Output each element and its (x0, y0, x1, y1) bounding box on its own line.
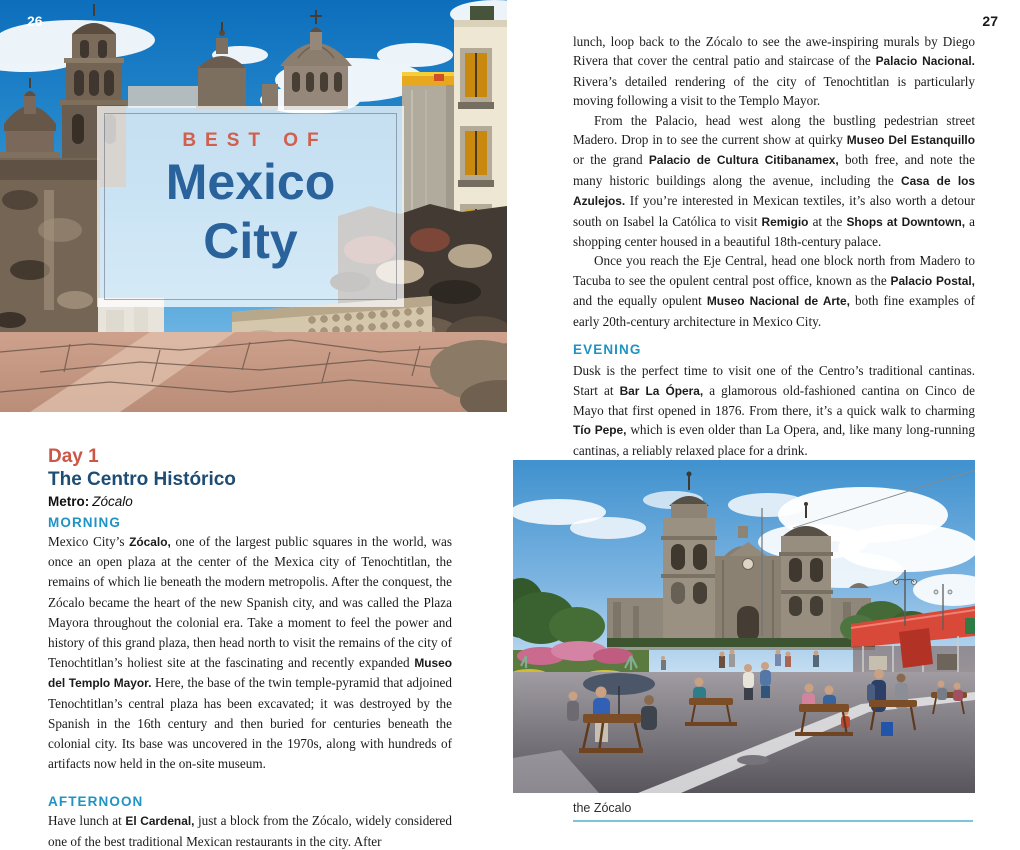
paragraph-eje-central: Once you reach the Eje Central, head one block north from Madero to Tacuba to see the opulent central post office, known as the Palacio Postal, and the equally opulent Museo Nacional de Arte, both fine examples of early 20th-century architecture in Mexico City. (573, 253, 976, 329)
page-number-left: 26 (27, 13, 43, 29)
metro-value: Zócalo (92, 494, 133, 509)
hero-title-line1: Mexico (165, 154, 336, 210)
section-title: The Centro Histórico (48, 469, 236, 490)
zocalo-photo-figure (513, 460, 975, 822)
paragraph-madero: From the Palacio, head west along the bustling pedestrian street Madero. Drop in to see the current show at quirky Museo Del Estanquillo or the grand Palacio de Cultura Citibanamex, both free, and note the many historic buildings along the avenue, including the Casa de los Azulejos. If you’re interested in Mexican textiles, it’s also worth a detour south on Isabel la Católica to visit Remigio at the Shops at Downtown, a shopping center housed in a beautiful 18th-century palace. (573, 112, 975, 250)
photo-caption: the Zócalo (573, 801, 632, 815)
hero-kicker: BEST OF (182, 130, 328, 151)
hero-title-line2: City (203, 213, 298, 269)
evening-heading: EVENING (573, 342, 642, 358)
right-text-column (573, 32, 975, 460)
day-label: Day 1 (48, 446, 99, 467)
metro-line (48, 492, 452, 511)
morning-paragraph: Mexico City’s Zócalo, one of the largest public squares in the world, was once an open plaza at the center of the Mexica city of Tenochtitlan, the remains of which lie beneath the modern metropolis. After the conquest, the Zócalo became the heart of the new Spanish city, and was called the Plaza Mayora throughout the colonial era. Take a moment to feel the power and history of this grand plaza, then head north to visit the remains of the city of Tenochtitlan’s holiest site at the fascinating and recently expanded Museo del Templo Mayor. Here, the base of the twin temple-pyramid that adjoined Tenochtitlan’s central plaza has been excavated; it was destroyed by the Spanish in the 16th century and then buried for centuries beneath the colonial city. Its base was uncovered in the 1970s, along with hundreds of artifacts now held in the on-site museum. (48, 534, 452, 772)
afternoon-paragraph: Have lunch at El Cardenal, just a block from the Zócalo, widely considered one of the best traditional Mexican restaurants in the city. After (48, 813, 452, 849)
hero-photo-templo-mayor (0, 0, 507, 412)
evening-paragraph: Dusk is the perfect time to visit one of the Centro’s traditional cantinas. Start at Bar La Ópera, a glamorous old-fashioned cantina on Cinco de Mayo that first opened in 1876. From there, it’s a quick walk to charming Tío Pepe, which is even older than La Opera, and, like many long-running cantinas, a reliably relaxed place for a drink. (573, 363, 975, 458)
metro-label: Metro: (48, 494, 90, 509)
afternoon-heading: AFTERNOON (48, 794, 144, 810)
page-number-right: 27 (982, 13, 998, 29)
morning-heading: MORNING (48, 515, 121, 530)
hero-overlay-card (97, 106, 404, 307)
paragraph-palacio-nacional: lunch, loop back to the Zócalo to see the awe-inspiring murals by Diego Rivera that cover the central patio and staircase of the Palacio Nacional. Rivera’s detailed rendering of the city of Tenochtitlan is particularly moving following a visit to the Templo Mayor. (573, 34, 975, 109)
hero-overlay-border (104, 113, 397, 300)
zocalo-photo-illustration (513, 460, 975, 793)
paving (0, 332, 507, 412)
caption-rule (573, 820, 973, 822)
left-text-column (48, 446, 452, 850)
